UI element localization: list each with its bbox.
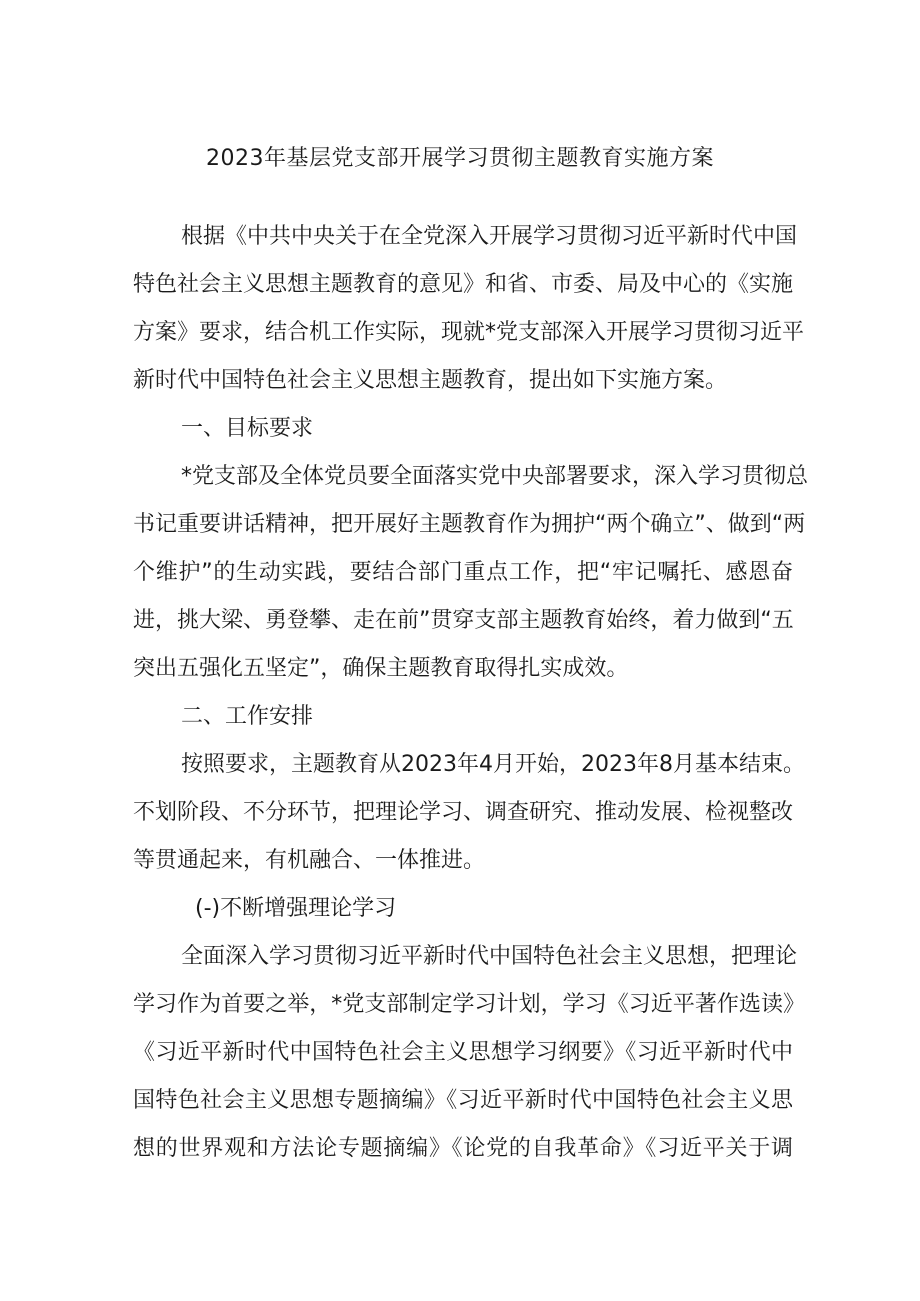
section1-line-2: 书记重要讲话精神，把开展好主题教育作为拥护“两个确立”、做到“两 [133,512,806,537]
subsection1-line-3: 《习近平新时代中国特色社会主义思想学习纲要》《习近平新时代中 [133,1040,793,1065]
intro-line-1: 根据《中共中央关于在全党深入开展学习贯彻习近平新时代中国 [181,224,798,249]
section2-line-3: 等贯通起来，有机融合、一体推进。 [133,848,486,873]
subsection1-line-1: 全面深入学习贯彻习近平新时代中国特色社会主义思想，把理论 [181,944,798,969]
section1-line-1: *党支部及全体党员要全面落实党中央部署要求，深入学习贯彻总 [181,464,809,489]
section1-line-4: 进，挑大梁、勇登攀、走在前”贯穿支部主题教育始终，着力做到“五 [133,608,794,633]
section1-heading: 一、目标要求 [181,416,314,441]
section2-heading: 二、工作安排 [181,704,314,729]
subsection1-line-4: 国特色社会主义思想专题摘编》《习近平新时代中国特色社会主义思 [133,1088,793,1113]
intro-line-2: 特色社会主义思想主题教育的意见》和省、市委、局及中心的《实施 [133,272,794,297]
subsection1-heading: (-)不断增强理论学习 [195,896,397,921]
section2-line-1: 按照要求，主题教育从2023年4月开始，2023年8月基本结束。 [181,752,805,777]
subsection1-line-5: 想的世界观和方法论专题摘编》《论党的自我革命》《习近平关于调 [133,1136,793,1161]
intro-line-3: 方案》要求，结合机工作实际，现就*党支部深入开展学习贯彻习近平 [133,320,805,345]
intro-line-4: 新时代中国特色社会主义思想主题教育，提出如下实施方案。 [133,368,728,393]
section1-line-5: 突出五强化五坚定”，确保主题教育取得扎实成效。 [133,656,629,681]
section1-line-3: 个维护”的生动实践，要结合部门重点工作，把“牢记嘱托、感恩奋 [133,560,793,585]
section2-line-2: 不划阶段、不分环节，把理论学习、调查研究、推动发展、检视整改 [133,800,794,825]
subsection1-line-2: 学习作为首要之举，*党支部制定学习计划，学习《习近平著作选读》 [133,992,805,1017]
document-title: 2023年基层党支部开展学习贯彻主题教育实施方案 [206,146,714,171]
